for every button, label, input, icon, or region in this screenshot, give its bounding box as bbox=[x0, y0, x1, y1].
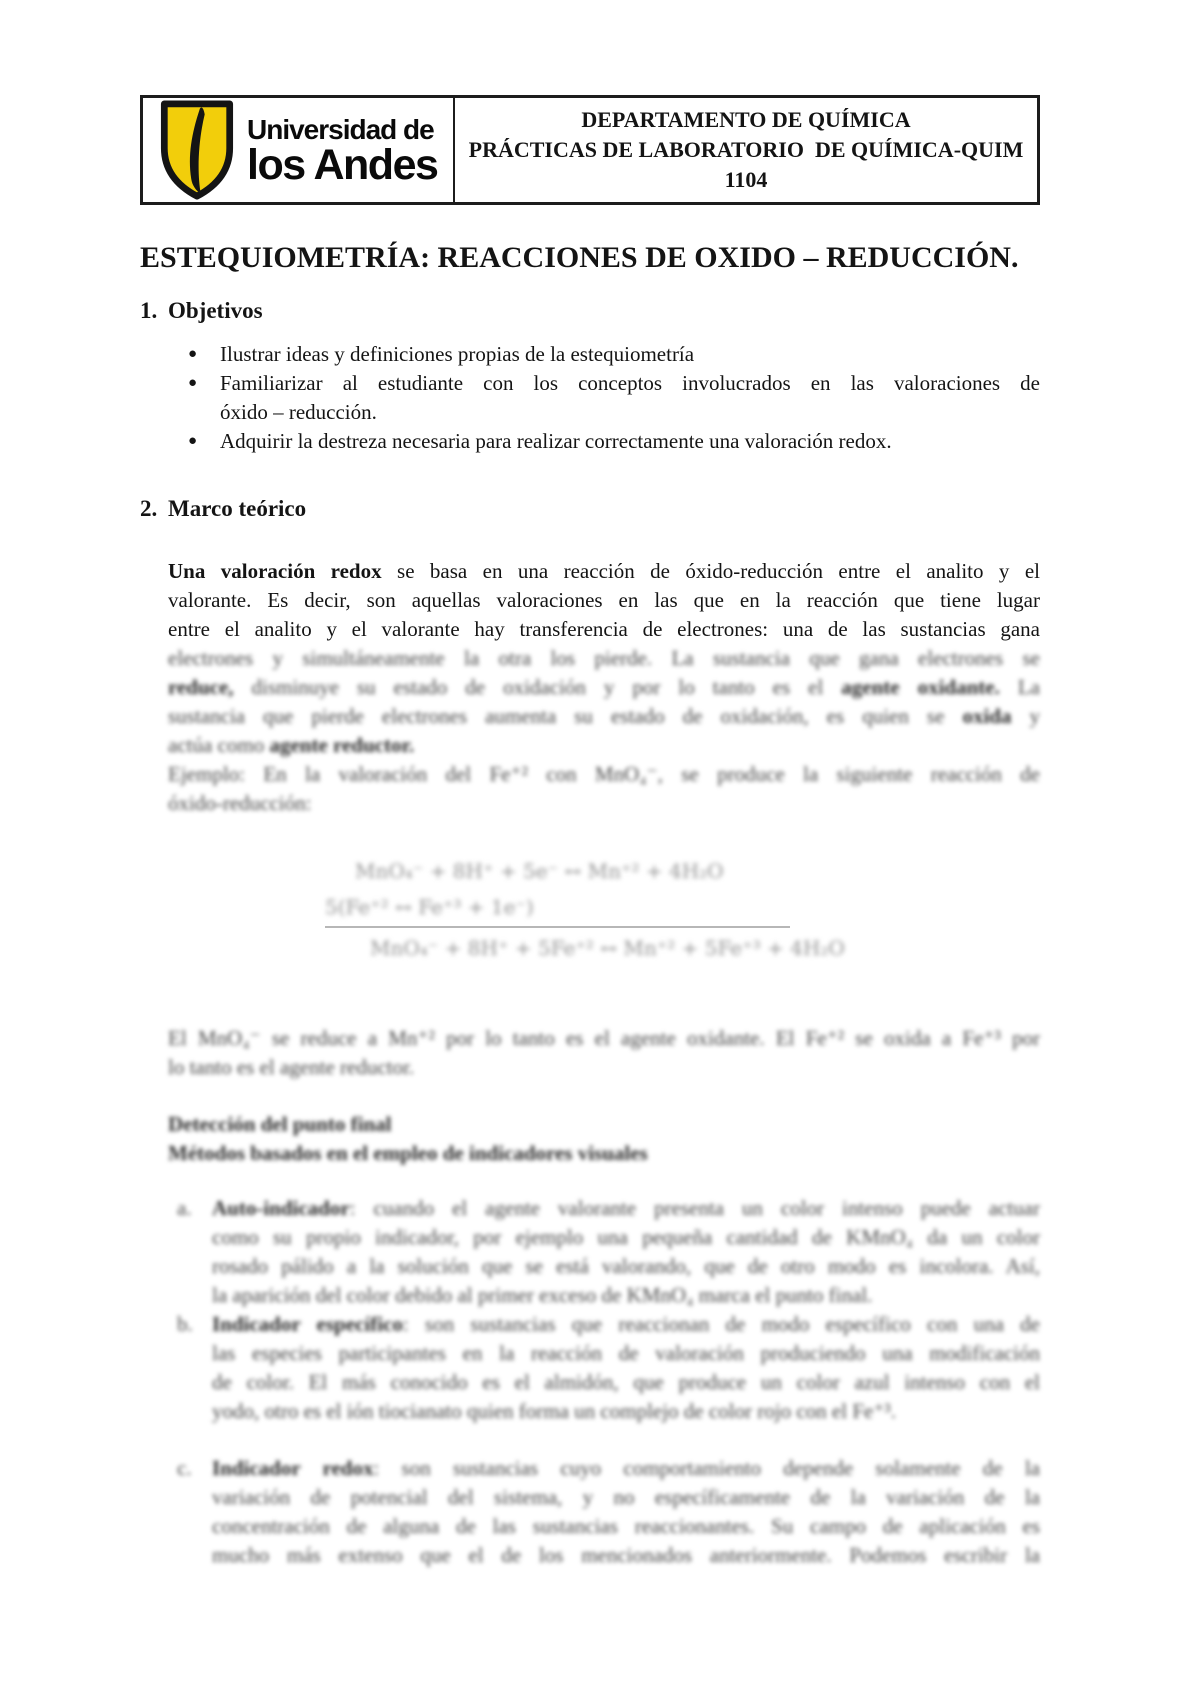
text-line bbox=[168, 557, 1040, 586]
text-span: Ejemplo: En la valoración del Fe⁺² con MnO₄⁻, se produce la siguiente reacción de bbox=[168, 762, 1040, 786]
header-table bbox=[140, 95, 1040, 205]
paragraph bbox=[168, 557, 1040, 818]
text-span: de color. El más conocido es el almidón, que produce un color azul intenso con el bbox=[212, 1370, 1040, 1394]
text-span: disminuye su estado de oxidación y por lo tanto es el bbox=[233, 675, 842, 699]
logo-wordmark bbox=[247, 114, 438, 189]
text-line bbox=[168, 586, 1040, 615]
equation-block bbox=[325, 852, 1040, 966]
text-span: mucho más extenso que el de los mencionados anteriormente. Podemos escribir la bbox=[212, 1543, 1040, 1567]
text-line bbox=[168, 1053, 1040, 1082]
text-span: entre el analito y el valorante hay transferencia de electrones: una de las sustancias gana bbox=[168, 617, 1040, 641]
text-span: las especies participantes en la reacción de valoración produciendo una modificación bbox=[212, 1341, 1040, 1365]
list-item-text bbox=[212, 1454, 1040, 1570]
text-span: La bbox=[999, 675, 1040, 699]
equation-sum-line: MnO₄⁻ + 8H⁺ + 5Fe⁺² ↔ Mn⁺² + 5Fe⁺³ + 4H₂O bbox=[370, 936, 845, 960]
list-item bbox=[177, 1310, 1040, 1426]
logo-wordmark-line1: Universidad de bbox=[247, 114, 434, 145]
bullet-icon: ● bbox=[188, 433, 198, 449]
text-line bbox=[212, 1310, 1040, 1339]
text-span: la aparición del color debido al primer exceso de KMnO₄ marca el punto final. bbox=[212, 1283, 873, 1307]
text-span: sustancia que pierde electrones aumenta su estado de oxidación, es quien se bbox=[168, 704, 963, 728]
equation-sum-rule bbox=[325, 926, 790, 928]
text-line bbox=[220, 398, 1040, 427]
bold-text: Detección del punto final bbox=[168, 1112, 392, 1136]
bold-text: reduce, bbox=[168, 675, 234, 699]
doc-body bbox=[140, 296, 1040, 1570]
list-letter: a. bbox=[177, 1196, 192, 1220]
text-span: variación de potencial del sistema, y no específicamente de la variación de la bbox=[212, 1485, 1040, 1509]
text-span: El MnO₄⁻ se reduce a Mn⁺² por lo tanto es el agente oxidante. El Fe⁺² se oxida a Fe⁺³ por bbox=[168, 1026, 1040, 1050]
section-heading bbox=[140, 494, 1040, 524]
text-line bbox=[212, 1397, 1040, 1426]
bold-text: Auto-indicador bbox=[212, 1196, 350, 1220]
text-line bbox=[212, 1223, 1040, 1252]
list-item bbox=[177, 1194, 1040, 1310]
list-letter: c. bbox=[177, 1456, 192, 1480]
university-shield-icon bbox=[156, 100, 238, 200]
logo-wordmark-line2: los Andes bbox=[247, 141, 438, 189]
text-line bbox=[212, 1512, 1040, 1541]
text-line bbox=[212, 1281, 1040, 1310]
section-title: Objetivos bbox=[168, 298, 263, 323]
bullet-item bbox=[188, 340, 1040, 369]
text-span: lo tanto es el agente reductor. bbox=[168, 1055, 415, 1079]
text-span: concentración de alguna de las sustancias reaccionantes. Su campo de aplicación es bbox=[212, 1514, 1040, 1538]
text-line bbox=[168, 673, 1040, 702]
text-line bbox=[212, 1252, 1040, 1281]
text-line bbox=[212, 1194, 1040, 1223]
text-span: : son sustancias cuyo comportamiento depende solamente de la bbox=[373, 1456, 1040, 1480]
text-span: actúa como bbox=[168, 733, 270, 757]
text-span: electrones y simultáneamente la otra los pierde. La sustancia que gana electrones se bbox=[168, 646, 1040, 670]
text-line bbox=[212, 1454, 1040, 1483]
list-item-text bbox=[212, 1194, 1040, 1310]
text-span: rosado pálido a la solución que se está valorando, que de otro modo es incolora. Así, bbox=[212, 1254, 1040, 1278]
list-item bbox=[177, 1454, 1040, 1570]
text-line bbox=[168, 1110, 1040, 1139]
bold-text: Indicador específico bbox=[212, 1312, 403, 1336]
text-line bbox=[168, 1139, 1040, 1168]
text-span: como su propio indicador, por ejemplo una pequeña cantidad de KMnO₄ da un color bbox=[212, 1225, 1040, 1249]
bold-text: oxida bbox=[962, 704, 1012, 728]
bullet-icon: ● bbox=[188, 346, 198, 362]
paragraph bbox=[168, 1110, 1040, 1168]
text-line bbox=[168, 789, 1040, 818]
section-heading bbox=[140, 296, 1040, 326]
text-line bbox=[212, 1483, 1040, 1512]
text-line bbox=[220, 427, 1040, 456]
text-span: yodo, otro es el ión tiocianato quien forma un complejo de color rojo con el Fe⁺³. bbox=[212, 1399, 896, 1423]
text-line bbox=[168, 615, 1040, 644]
text-line bbox=[212, 1368, 1040, 1397]
bullet-text bbox=[220, 427, 1040, 456]
bold-text: agente oxidante. bbox=[841, 675, 1000, 699]
text-span: : cuando el agente valorante presenta un color intenso puede actuar bbox=[349, 1196, 1040, 1220]
equation-line: MnO₄⁻ + 8H⁺ + 5e⁻ ↔ Mn⁺² + 4H₂O bbox=[355, 859, 724, 883]
bullet-list bbox=[188, 340, 1040, 456]
text-line bbox=[168, 731, 1040, 760]
course-name: PRÁCTICAS DE LABORATORIO DE QUÍMICA-QUIM 1104 bbox=[468, 137, 1024, 192]
text-span: se basa en una reacción de óxido-reducción entre el analito y el bbox=[381, 559, 1040, 583]
text-line bbox=[220, 369, 1040, 398]
bullet-icon: ● bbox=[188, 375, 198, 391]
list-item-text bbox=[212, 1310, 1040, 1426]
text-line bbox=[168, 1024, 1040, 1053]
text-span: óxido – reducción. bbox=[220, 400, 377, 424]
text-line bbox=[168, 644, 1040, 673]
section-number: 1. bbox=[140, 298, 158, 323]
text-line bbox=[168, 702, 1040, 731]
section-title: Marco teórico bbox=[168, 496, 307, 521]
bullet-text bbox=[220, 340, 1040, 369]
section-number: 2. bbox=[140, 496, 158, 521]
bold-text: agente reductor. bbox=[269, 733, 415, 757]
text-span: Ilustrar ideas y definiciones propias de la estequiometría bbox=[220, 342, 695, 366]
text-span: Familiarizar al estudiante con los conceptos involucrados en las valoraciones de bbox=[220, 371, 1040, 395]
equation-line: 5(Fe⁺² ↔ Fe⁺³ + 1e⁻) bbox=[325, 895, 534, 919]
text-span: : son sustancias que reaccionan de modo específico con una de bbox=[402, 1312, 1040, 1336]
bold-text: Indicador redox bbox=[212, 1456, 374, 1480]
text-line bbox=[212, 1339, 1040, 1368]
text-span: y bbox=[1011, 704, 1041, 728]
text-line bbox=[220, 340, 1040, 369]
paragraph bbox=[168, 1024, 1040, 1082]
list-letter: b. bbox=[177, 1312, 193, 1336]
university-logo bbox=[143, 98, 455, 202]
text-span: valorante. Es decir, son aquellas valoraciones en las que en la reacción que tiene lugar bbox=[168, 588, 1040, 612]
bullet-item bbox=[188, 427, 1040, 456]
lettered-list bbox=[177, 1194, 1040, 1570]
bullet-item bbox=[188, 369, 1040, 427]
department-name: DEPARTAMENTO DE QUÍMICA bbox=[581, 107, 911, 132]
bullet-text bbox=[220, 369, 1040, 427]
text-span: Adquirir la destreza necesaria para realizar correctamente una valoración redox. bbox=[220, 429, 892, 453]
text-line bbox=[212, 1541, 1040, 1570]
bold-text: Una valoración redox bbox=[168, 559, 382, 583]
header-department-cell bbox=[455, 98, 1037, 202]
text-span: óxido-reducción: bbox=[168, 791, 312, 815]
text-line bbox=[168, 760, 1040, 789]
bold-text: Métodos basados en el empleo de indicadores visuales bbox=[168, 1141, 648, 1165]
document-title: ESTEQUIOMETRÍA: REACCIONES DE OXIDO – REDUCCIÓN. bbox=[140, 241, 1019, 274]
